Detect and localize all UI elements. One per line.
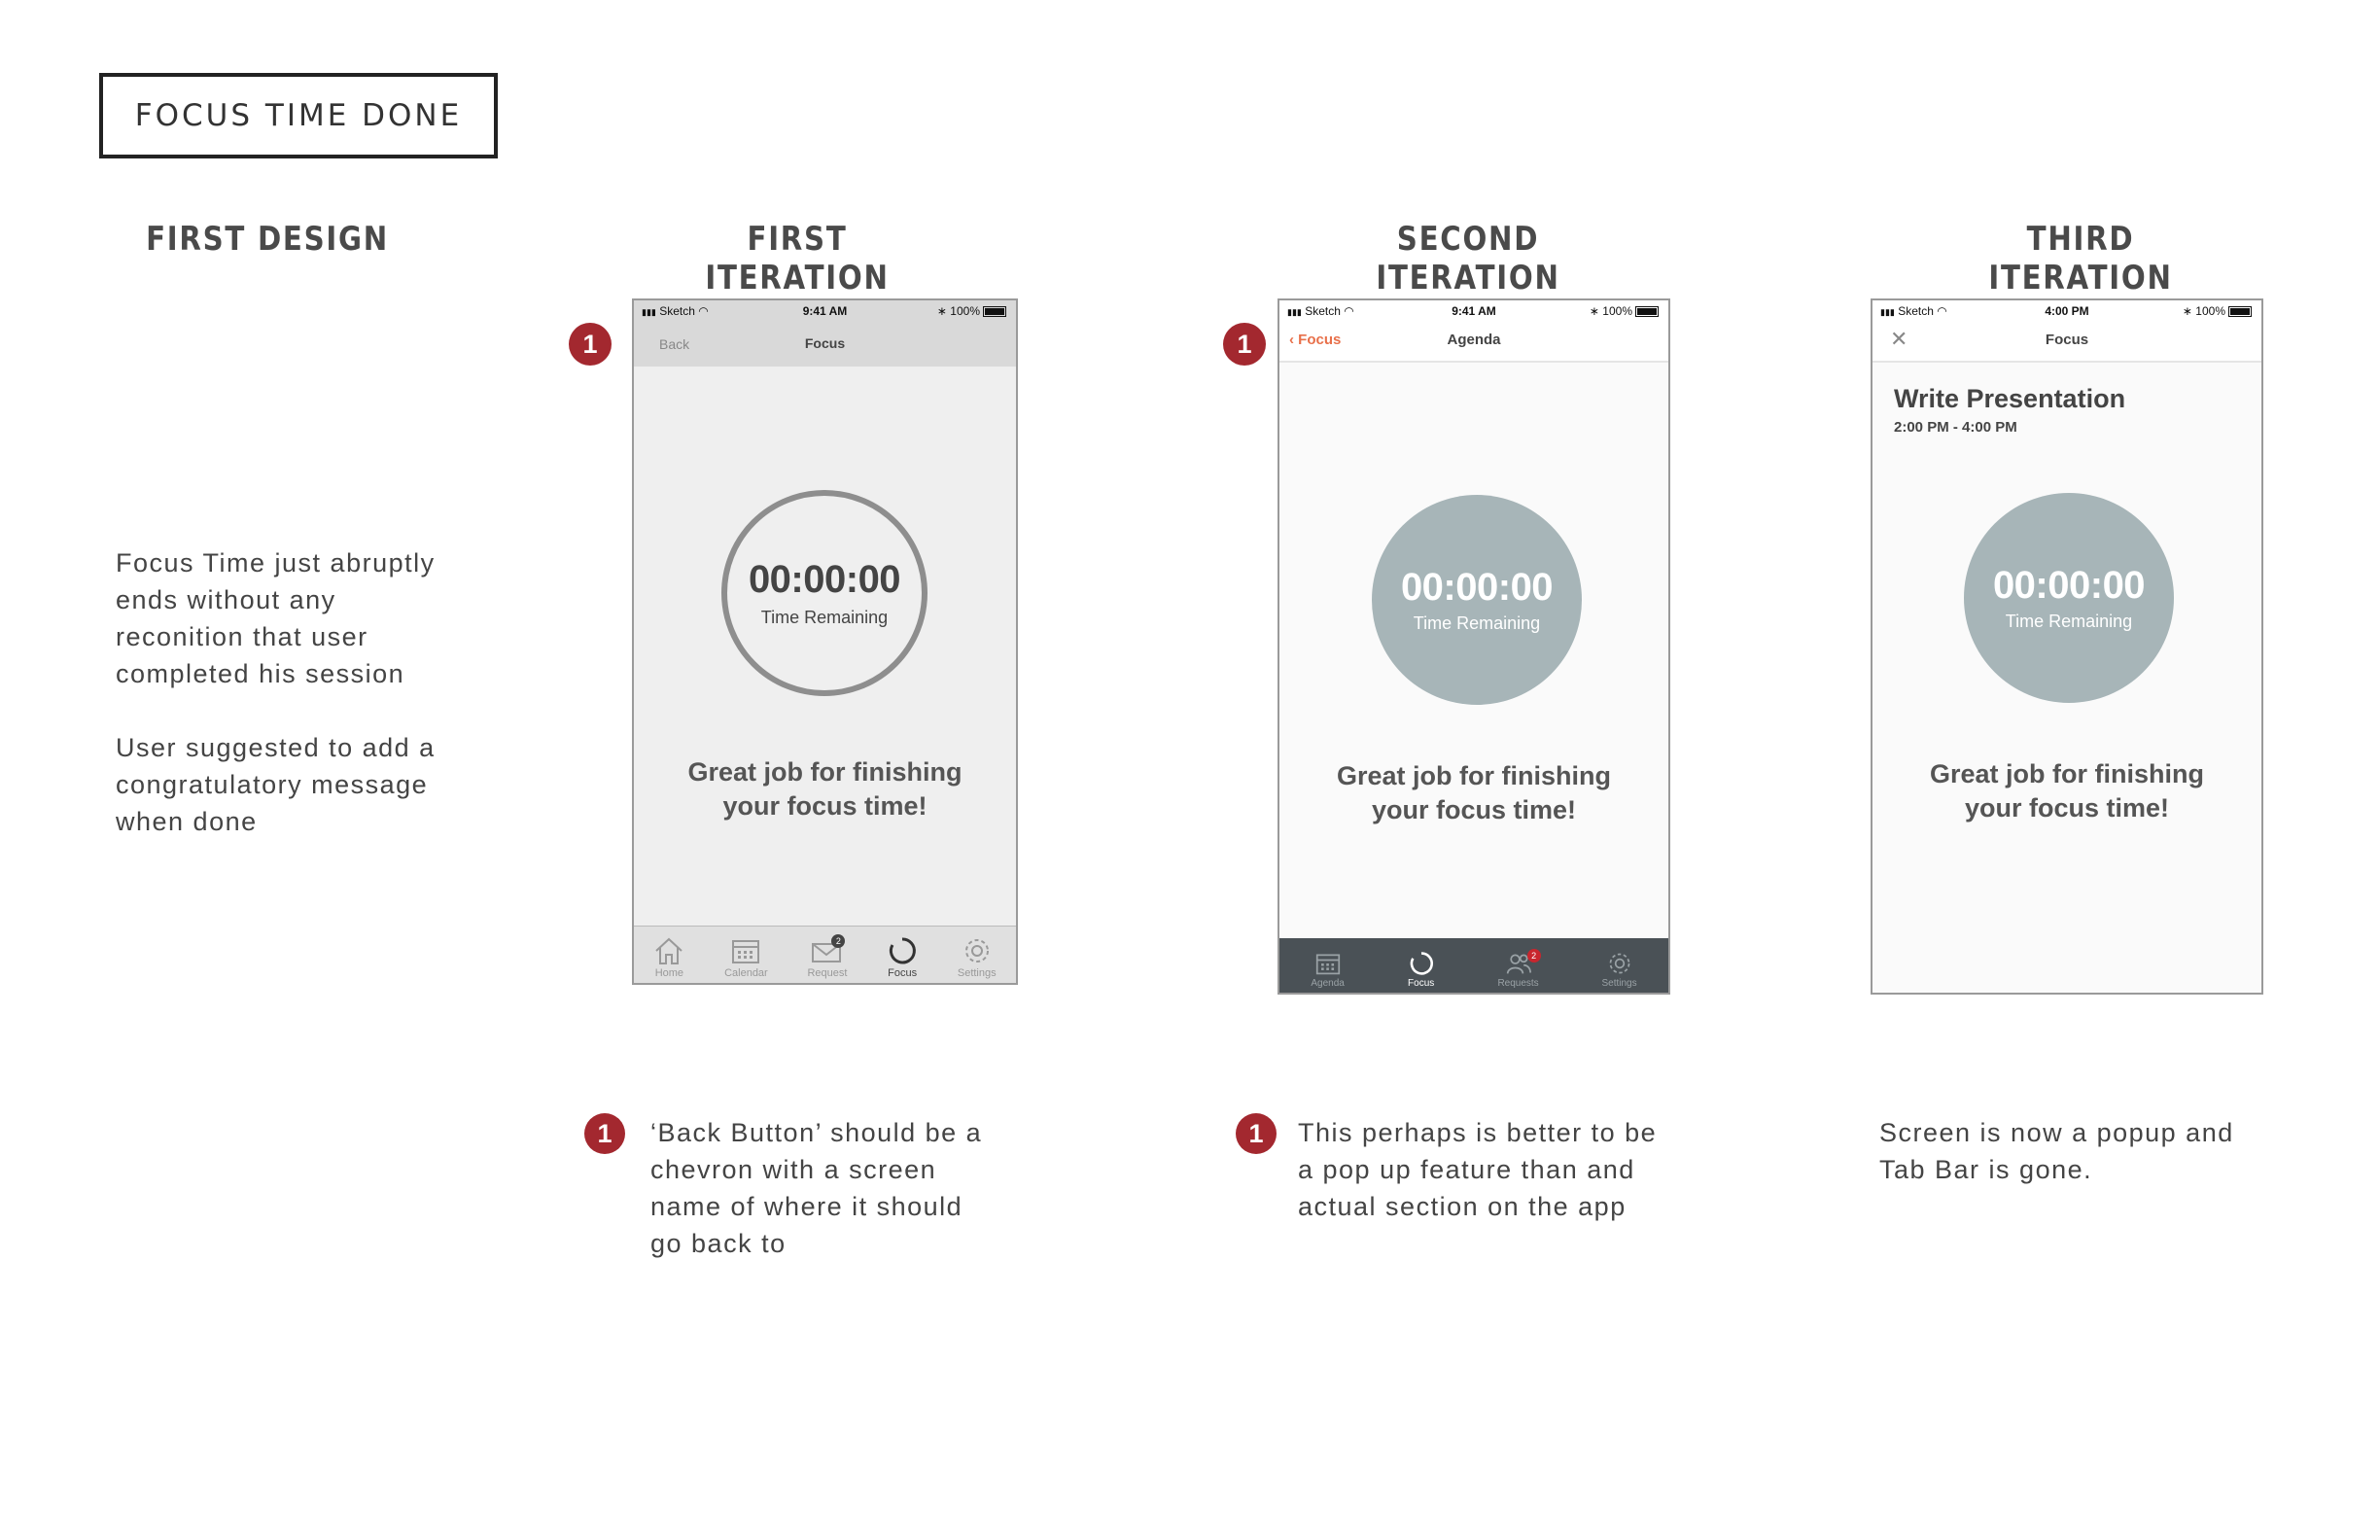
note-line: Screen is now a popup and: [1879, 1118, 2234, 1147]
wifi-icon: ◠: [698, 304, 709, 318]
nav-title: Focus: [804, 335, 846, 351]
focus-ring-icon: [1408, 951, 1435, 976]
timer-ring: [721, 490, 928, 696]
tab-bar: [634, 926, 1016, 983]
second-iteration-note: [1298, 1114, 1745, 1225]
heading-third-iteration: THIRD ITERATION: [1988, 220, 2173, 298]
tab-label: Request: [807, 967, 848, 979]
annotation-marker-1: [569, 323, 612, 366]
status-time: 9:41 AM: [1452, 304, 1496, 318]
tab-home[interactable]: [653, 936, 684, 983]
tab-settings[interactable]: [958, 936, 997, 983]
focus-ring-icon: [887, 936, 918, 965]
note-line: go back to: [650, 1229, 787, 1258]
status-bar: [634, 300, 1016, 322]
note-line: a pop up feature than and: [1298, 1155, 1635, 1184]
requests-badge: 2: [1527, 949, 1541, 962]
wifi-icon: ◠: [1344, 304, 1354, 318]
tab-label: Focus: [1408, 978, 1435, 989]
timer-caption: Time Remaining: [2005, 612, 2133, 631]
status-carrier: ▮▮▮ Sketch ◠: [642, 304, 709, 318]
completion-message: [634, 755, 1016, 823]
nav-title: Agenda: [1447, 332, 1501, 348]
note-line: completed his session: [116, 659, 405, 688]
status-time: 4:00 PM: [2045, 304, 2089, 318]
calendar-icon: [1314, 951, 1342, 976]
message-line: your focus time!: [1371, 795, 1577, 824]
nav-bar: [634, 322, 1016, 367]
note-line: congratulatory message: [116, 770, 429, 799]
status-battery: ∗ 100%: [937, 304, 1006, 318]
tab-bar: [1279, 938, 1668, 993]
back-label: Focus: [1298, 332, 1342, 348]
completion-message: [1872, 757, 2261, 825]
status-carrier: ▮▮▮ Sketch ◠: [1287, 304, 1354, 318]
note-line: when done: [116, 807, 258, 836]
status-bar: [1872, 300, 2261, 322]
message-line: your focus time!: [1964, 793, 2170, 822]
completion-message: [1279, 759, 1668, 827]
nav-bar: [1279, 322, 1668, 363]
calendar-icon: [730, 936, 761, 965]
bluetooth-icon: ∗: [1589, 304, 1599, 318]
task-title: Write Presentation: [1894, 384, 2126, 413]
tab-request[interactable]: [807, 936, 847, 983]
battery-icon: [1635, 306, 1659, 317]
tab-settings[interactable]: [1601, 951, 1636, 993]
phone-third-iteration: [1871, 298, 2263, 995]
page-title: FOCUS TIME DONE: [134, 98, 463, 133]
request-badge: 2: [831, 934, 845, 948]
heading-second-iteration: SECOND ITERATION: [1376, 220, 1560, 298]
note-line: actual section on the app: [1298, 1192, 1627, 1221]
page-title-box: [99, 73, 498, 158]
tab-calendar[interactable]: [724, 936, 768, 983]
annotation-marker-note-1: [584, 1113, 625, 1154]
close-icon[interactable]: ✕: [1890, 327, 1908, 351]
status-bar: [1279, 300, 1668, 322]
bluetooth-icon: ∗: [936, 304, 947, 318]
status-battery: ∗ 100%: [1590, 304, 1659, 318]
nav-bar: [1872, 322, 2261, 363]
timer-value: 00:00:00: [1400, 566, 1554, 609]
note-line: This perhaps is better to be: [1298, 1118, 1658, 1147]
nav-title: Focus: [2045, 332, 2089, 348]
message-line: Great job for finishing: [687, 757, 962, 787]
tab-label: Settings: [1601, 978, 1637, 989]
note-line: ends without any: [116, 585, 336, 614]
timer-value: 00:00:00: [1992, 564, 2146, 607]
task-time: 2:00 PM - 4:00 PM: [1894, 419, 2017, 436]
third-iteration-note: [1879, 1114, 2288, 1188]
message-line: your focus time!: [722, 791, 928, 821]
battery-icon: [2228, 306, 2252, 317]
tab-label: Focus: [888, 967, 918, 979]
first-iteration-note: [650, 1114, 1059, 1262]
gear-icon: [962, 936, 993, 965]
note-line: Tab Bar is gone.: [1879, 1155, 2093, 1184]
tab-requests[interactable]: [1497, 951, 1538, 993]
message-line: Great job for finishing: [1930, 759, 2204, 788]
chevron-left-icon: ‹: [1289, 332, 1294, 348]
home-icon: [653, 936, 684, 965]
first-design-notes: [116, 544, 505, 840]
tab-focus[interactable]: [887, 936, 918, 983]
timer-circle: [1964, 493, 2174, 703]
annotation-marker-2: [1223, 323, 1266, 366]
tab-label: Settings: [957, 967, 997, 979]
tab-label: Calendar: [724, 967, 768, 979]
heading-first-design: FIRST DESIGN: [146, 220, 389, 259]
note-line: User suggested to add a: [116, 733, 436, 762]
phone-second-iteration: [1278, 298, 1670, 995]
note-line: name of where it should: [650, 1192, 963, 1221]
marker-number: 1: [1248, 1118, 1264, 1148]
timer-circle: [1372, 495, 1582, 705]
heading-first-iteration: FIRST ITERATION: [705, 220, 890, 298]
bluetooth-icon: ∗: [2182, 304, 2192, 318]
annotation-marker-note-2: [1236, 1113, 1277, 1154]
timer-caption: Time Remaining: [760, 608, 889, 627]
wifi-icon: ◠: [1937, 304, 1947, 318]
status-carrier: ▮▮▮ Sketch ◠: [1880, 304, 1947, 318]
tab-agenda[interactable]: [1311, 951, 1344, 993]
gear-icon: [1606, 951, 1633, 976]
marker-number: 1: [597, 1118, 612, 1148]
battery-icon: [983, 306, 1006, 317]
note-line: chevron with a screen: [650, 1155, 937, 1184]
back-button[interactable]: Back: [659, 336, 690, 352]
tab-label: Home: [654, 967, 684, 979]
phone-first-iteration: [632, 298, 1018, 985]
note-line: reconition that user: [116, 622, 368, 651]
message-line: Great job for finishing: [1337, 761, 1611, 790]
status-battery: ∗ 100%: [2183, 304, 2252, 318]
tab-label: Agenda: [1311, 978, 1345, 989]
tab-focus[interactable]: [1408, 951, 1435, 993]
note-line: Focus Time just abruptly: [116, 548, 436, 578]
note-line: ‘Back Button’ should be a: [650, 1118, 983, 1147]
timer-caption: Time Remaining: [1413, 613, 1541, 633]
tab-label: Requests: [1497, 978, 1539, 989]
timer-value: 00:00:00: [748, 558, 901, 601]
marker-number: 1: [582, 329, 598, 359]
status-time: 9:41 AM: [802, 304, 848, 318]
marker-number: 1: [1237, 329, 1252, 359]
